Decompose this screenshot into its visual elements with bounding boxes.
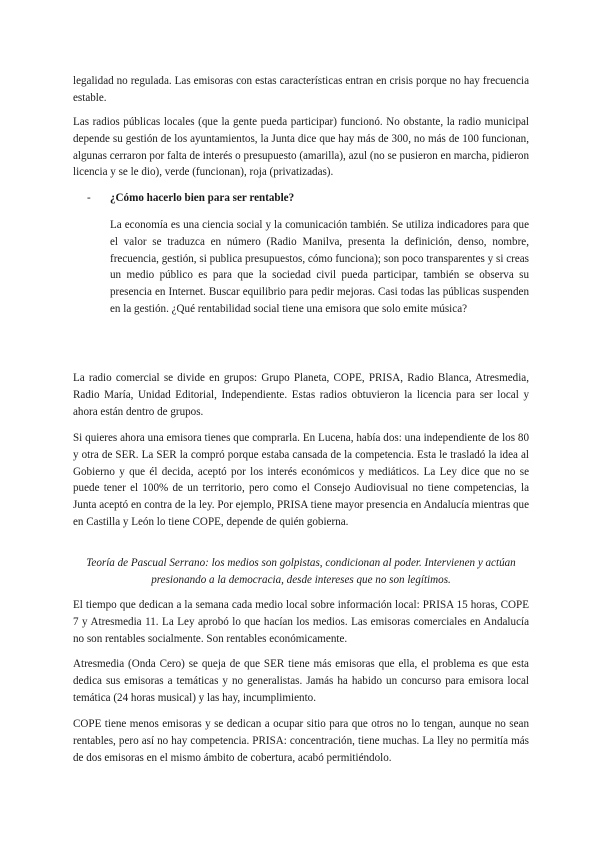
paragraph-radios-publicas: Las radios públicas locales (que la gente pueda participar) funcionó. No obstante, la radio municipal depende su gestión de los ayuntamientos, la Junta dice que hay más de 300, no más de 100 funcionan, algunas cerraron por falta de interés o presupuesto (amarilla), azul (no se pusieron en marcha, pidieron licencia y se le dio), verde (funcionan), roja (privatizadas). [73, 116, 529, 179]
paragraph-economia: La economía es una ciencia social y la comunicación también. Se utiliza indicadores para que el valor se traduzca en número (Radio Manilva, presenta la definición, denso, nombre, frecuencia, gestión, si publica presupuestos, cómo funciona); son poco transparentes y si creas un medio público es para que la sociedad civil pueda participar, también se observa su presencia en Internet. Buscar equilibrio para pedir mejoras. Casi todas las públicas suspenden en la gestión. ¿Qué rentabilidad social tiene una emisora que solo emite música? [110, 219, 529, 315]
paragraph-cope: COPE tiene menos emisoras y se dedican a ocupar sitio para que otros no lo tengan, aunque no sean rentables, pero así no hay competencia. PRISA: concentración, tiene muchas. La lley no permitía más de dos emisoras en el mismo ámbito de cobertura, acabó permitiéndolo. [73, 718, 529, 764]
paragraph-legalidad: legalidad no regulada. Las emisoras con estas características entran en crisis porque no hay frecuencia estable. [73, 75, 529, 104]
bullet-heading: ¿Cómo hacerlo bien para ser rentable? [110, 192, 295, 204]
paragraph-comprar-emisora: Si quieres ahora una emisora tienes que comprarla. En Lucena, había dos: una independiente de los 80 y otra de SER. La SER la compró porque estaba cansada de la competencia. Esta le trasladó la idea al Gobierno y que él decida, aceptó por los interés económicos y mediáticos. La Ley dice que no se puede tener el 100% de un territorio, pero como el Consejo Audiovisual no tiene competencias, la Junta aceptó en contra de la ley. Por ejemplo, PRISA tiene mayor presencia en Andalucía mientras que en Castilla y León lo tiene COPE, depende de quién gobierna. [73, 432, 529, 528]
paragraph-radio-comercial: La radio comercial se divide en grupos: Grupo Planeta, COPE, PRISA, Radio Blanca, Atresmedia, Radio María, Unidad Editorial, Independiente. Estas radios obtuvieron la licencia para ser local y ahora están dentro de grupos. [73, 372, 529, 418]
bullet-dash: - [87, 192, 91, 204]
paragraph-tiempo-dedicado: El tiempo que dedican a la semana cada medio local sobre información local: PRISA 15 horas, COPE 7 y Atresmedia 11. La Ley aprobó lo que hacían los medios. Las emisoras comerciales en Andalucía no son rentables socialmente. Son rentables económicamente. [73, 599, 529, 645]
paragraph-atresmedia: Atresmedia (Onda Cero) se queja de que SER tiene más emisoras que ella, el problema es que esta dedica sus emisoras a temáticas y no generalistas. Jamás ha habido un concurso para emisora local temática (24 horas musical) y las hay, incumplimiento. [73, 658, 529, 704]
quote-pascual-serrano: Teoría de Pascual Serrano: los medios son golpistas, condicionan al poder. Intervienen y actúan presionando a la democracia, desde intereses que no son legítimos. [86, 557, 516, 586]
